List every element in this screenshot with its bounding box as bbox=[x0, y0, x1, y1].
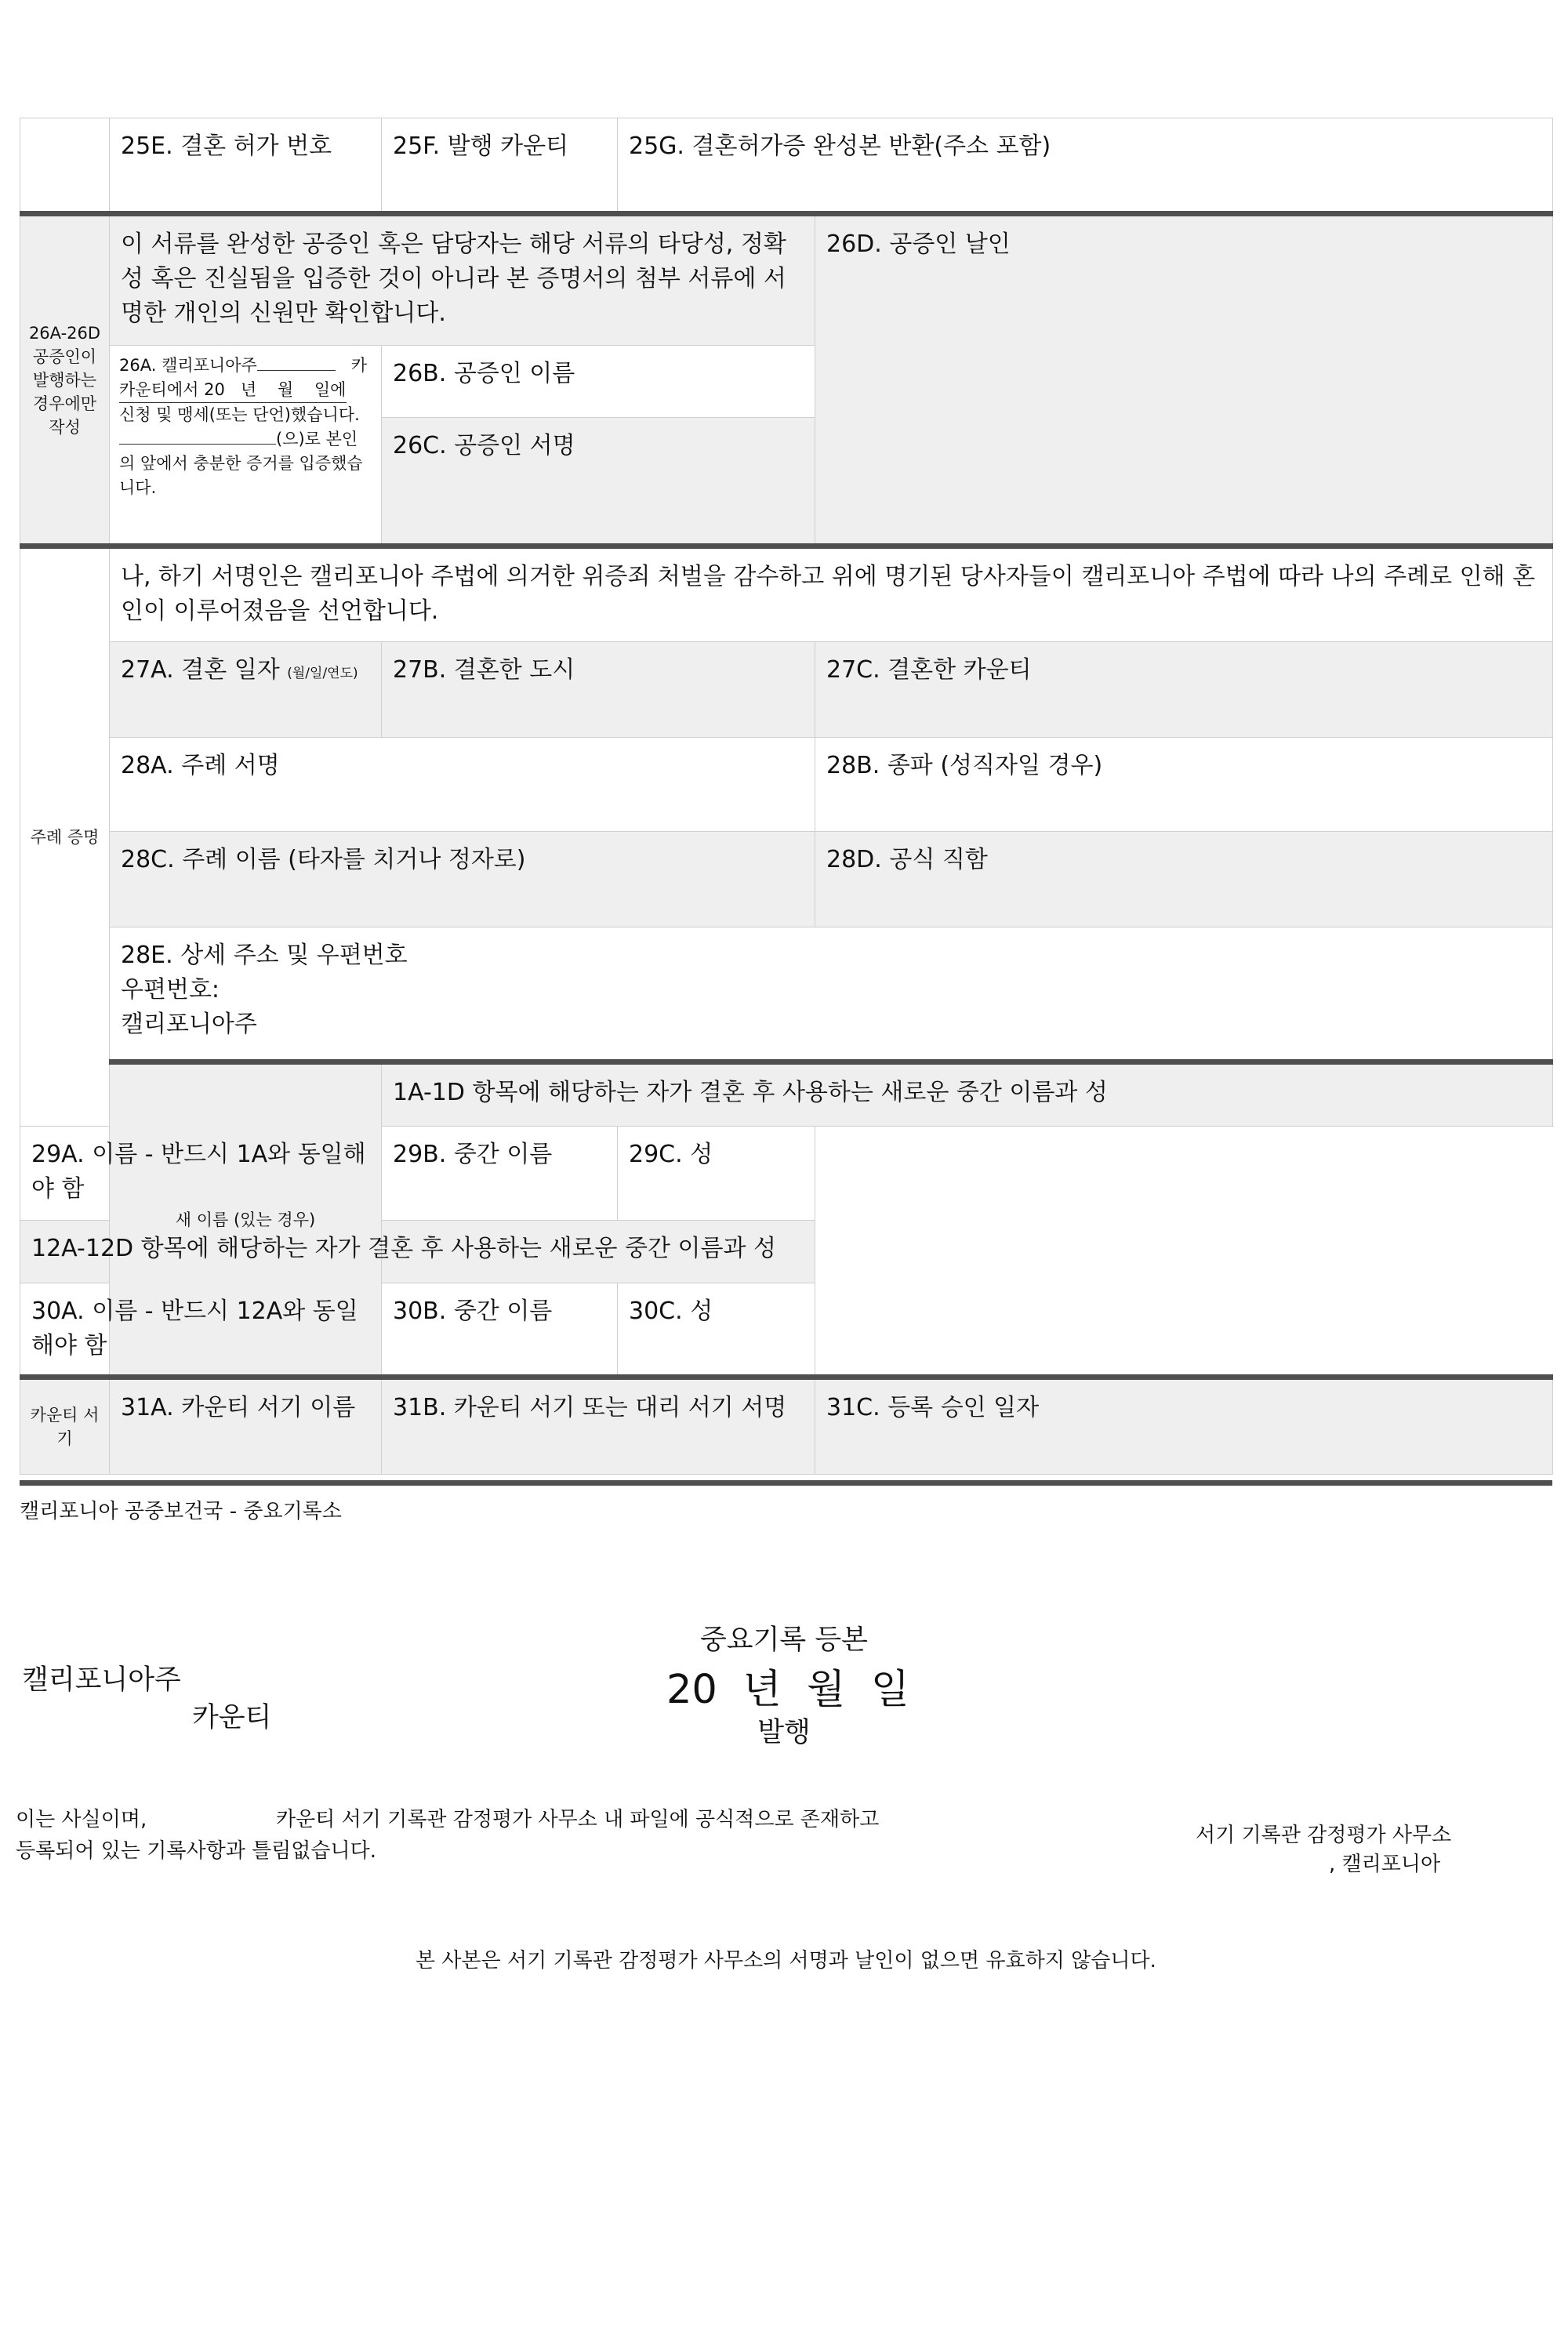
date-day: 일 bbox=[870, 1667, 910, 1713]
notary-statement: 이 서류를 완성한 공증인 혹은 담당자는 해당 서류의 타당성, 정확성 혹은 진실됨을 입증한 것이 아니라 본 증명서의 첨부 서류에 서명한 개인의 신원만 확인합니다. bbox=[110, 214, 815, 346]
state-label: 캘리포니아주 bbox=[121, 1011, 257, 1038]
clerk-office-state: , 캘리포니아 bbox=[1329, 1853, 1441, 1876]
notary-26a-year: 년 bbox=[240, 380, 257, 399]
field-30c-last-name[interactable]: 30C. 성 bbox=[618, 1283, 815, 1377]
certificate-issue-date bbox=[659, 1657, 917, 1715]
clerk-office-label: 서기 기록관 감정평가 사무소 bbox=[1196, 1824, 1452, 1847]
attestation-line-2: 등록되어 있는 기록사항과 틀림없습니다. bbox=[16, 1839, 377, 1863]
row25-side-cell bbox=[20, 118, 110, 214]
notary-26a-text-1: 26A. 캘리포니아주 bbox=[119, 356, 257, 375]
field-29c-last-name[interactable]: 29C. 성 bbox=[618, 1127, 815, 1221]
field-25e-license-number[interactable]: 25E. 결혼 허가 번호 bbox=[110, 118, 382, 214]
notary-26a-month: 월 bbox=[277, 380, 294, 399]
form-footer: 캘리포니아 공중보건국 - 중요기록소 bbox=[20, 1500, 342, 1523]
field-26c-notary-signature[interactable]: 26C. 공증인 서명 bbox=[382, 418, 815, 546]
field-26d-notary-seal[interactable]: 26D. 공증인 날인 bbox=[815, 214, 1553, 546]
date-month: 월 bbox=[807, 1667, 846, 1713]
new-name-header-1: 1A-1D 항목에 해당하는 자가 결혼 후 사용하는 새로운 중간 이름과 성 bbox=[382, 1062, 1553, 1127]
officiant-section-label: 주례 증명 bbox=[20, 546, 110, 1127]
certificate-title: 중요기록 등본 bbox=[700, 1624, 868, 1656]
field-25g-return-address[interactable]: 25G. 결혼허가증 완성본 반환(주소 포함) bbox=[618, 118, 1553, 214]
field-26a-notary-acknowledgment[interactable]: 26A. 캘리포니아주 카 카운티에서 20 년 월 일에 신청 및 맹세(또는 단언)했습니다. (으)로 본인의 앞에서 충분한 증거를 입증했습니다. bbox=[110, 346, 382, 546]
field-30b-middle-name[interactable]: 30B. 중간 이름 bbox=[382, 1283, 618, 1377]
field-26b-notary-name[interactable]: 26B. 공증인 이름 bbox=[382, 346, 815, 418]
new-name-header-2: 12A-12D 항목에 해당하는 자가 결혼 후 사용하는 새로운 중간 이름과 성 bbox=[20, 1221, 815, 1283]
validity-notice: 본 사본은 서기 기록관 감정평가 사무소의 서명과 날인이 없으면 유효하지 않습니다. bbox=[416, 1949, 1156, 1973]
notary-26a-date-line bbox=[119, 378, 347, 403]
field-27a-marriage-date[interactable] bbox=[110, 642, 382, 738]
field-27c-marriage-county[interactable]: 27C. 결혼한 카운티 bbox=[815, 642, 1553, 738]
certificate-state: 캘리포니아주 bbox=[22, 1664, 181, 1696]
attestation-line-1b: 카운티 서기 기록관 감정평가 사무소 내 파일에 공식적으로 존재하고 bbox=[276, 1808, 880, 1831]
notary-26a-text-2: 카운티에서 20 bbox=[119, 380, 225, 399]
new-name-section-label: 새 이름 (있는 경우) bbox=[110, 1062, 382, 1377]
field-31a-clerk-name[interactable]: 31A. 카운티 서기 이름 bbox=[110, 1377, 382, 1475]
field-28c-officiant-name[interactable]: 28C. 주례 이름 (타자를 치거나 정자로) bbox=[110, 832, 815, 927]
zip-label: 우편번호: bbox=[121, 976, 220, 1004]
field-27b-marriage-city[interactable]: 27B. 결혼한 도시 bbox=[382, 642, 815, 738]
field-28d-official-title[interactable]: 28D. 공식 직함 bbox=[815, 832, 1553, 927]
certificate-issued: 발행 bbox=[757, 1717, 811, 1748]
field-28a-officiant-signature[interactable]: 28A. 주례 서명 bbox=[110, 738, 815, 832]
field-28e-label: 28E. 상세 주소 및 우편번호 bbox=[121, 942, 408, 969]
officiant-declaration: 나, 하기 서명인은 캘리포니아 주법에 의거한 위증죄 처벌을 감수하고 위에 명기된 당사자들이 캘리포니아 주법에 따라 나의 주례로 인해 혼인이 이루어졌음을 선언합니다. bbox=[110, 546, 1553, 642]
field-28e-address[interactable] bbox=[110, 927, 1553, 1062]
notary-section-label: 26A-26D 공증인이 발행하는 경우에만 작성 bbox=[20, 214, 110, 546]
date-year: 년 bbox=[742, 1667, 782, 1713]
field-27a-hint: (월/일/연도) bbox=[287, 666, 358, 681]
notary-26a-text-6: 신청 및 맹세(또는 단언)했습니다. bbox=[119, 405, 360, 424]
field-27a-label: 27A. 결혼 일자 bbox=[121, 656, 280, 684]
field-31b-clerk-signature[interactable]: 31B. 카운티 서기 또는 대리 서기 서명 bbox=[382, 1377, 815, 1475]
field-31c-registration-date[interactable]: 31C. 등록 승인 일자 bbox=[815, 1377, 1553, 1475]
notary-26a-text-7: (으)로 본인의 앞에서 충분한 증거를 입증했습니다. bbox=[119, 430, 363, 497]
blank-line bbox=[119, 444, 276, 445]
county-clerk-section-label: 카운티 서기 bbox=[20, 1377, 110, 1475]
date-century: 20 bbox=[666, 1667, 717, 1713]
field-25f-issuing-county[interactable]: 25F. 발행 카운티 bbox=[382, 118, 618, 214]
notary-26a-day: 일에 bbox=[314, 380, 347, 399]
field-29b-middle-name[interactable]: 29B. 중간 이름 bbox=[382, 1127, 618, 1221]
marriage-license-form bbox=[20, 118, 1553, 1475]
attestation-line-1a: 이는 사실이며, bbox=[16, 1808, 147, 1831]
field-30a-first-name[interactable]: 30A. 이름 - 반드시 12A와 동일해야 함 bbox=[20, 1283, 382, 1377]
field-28b-denomination[interactable]: 28B. 종파 (성직자일 경우) bbox=[815, 738, 1553, 832]
field-29a-first-name[interactable]: 29A. 이름 - 반드시 1A와 동일해야 함 bbox=[20, 1127, 382, 1221]
certificate-county: 카운티 bbox=[192, 1702, 272, 1733]
form-bottom-divider bbox=[20, 1480, 1552, 1486]
blank-line bbox=[257, 370, 336, 371]
